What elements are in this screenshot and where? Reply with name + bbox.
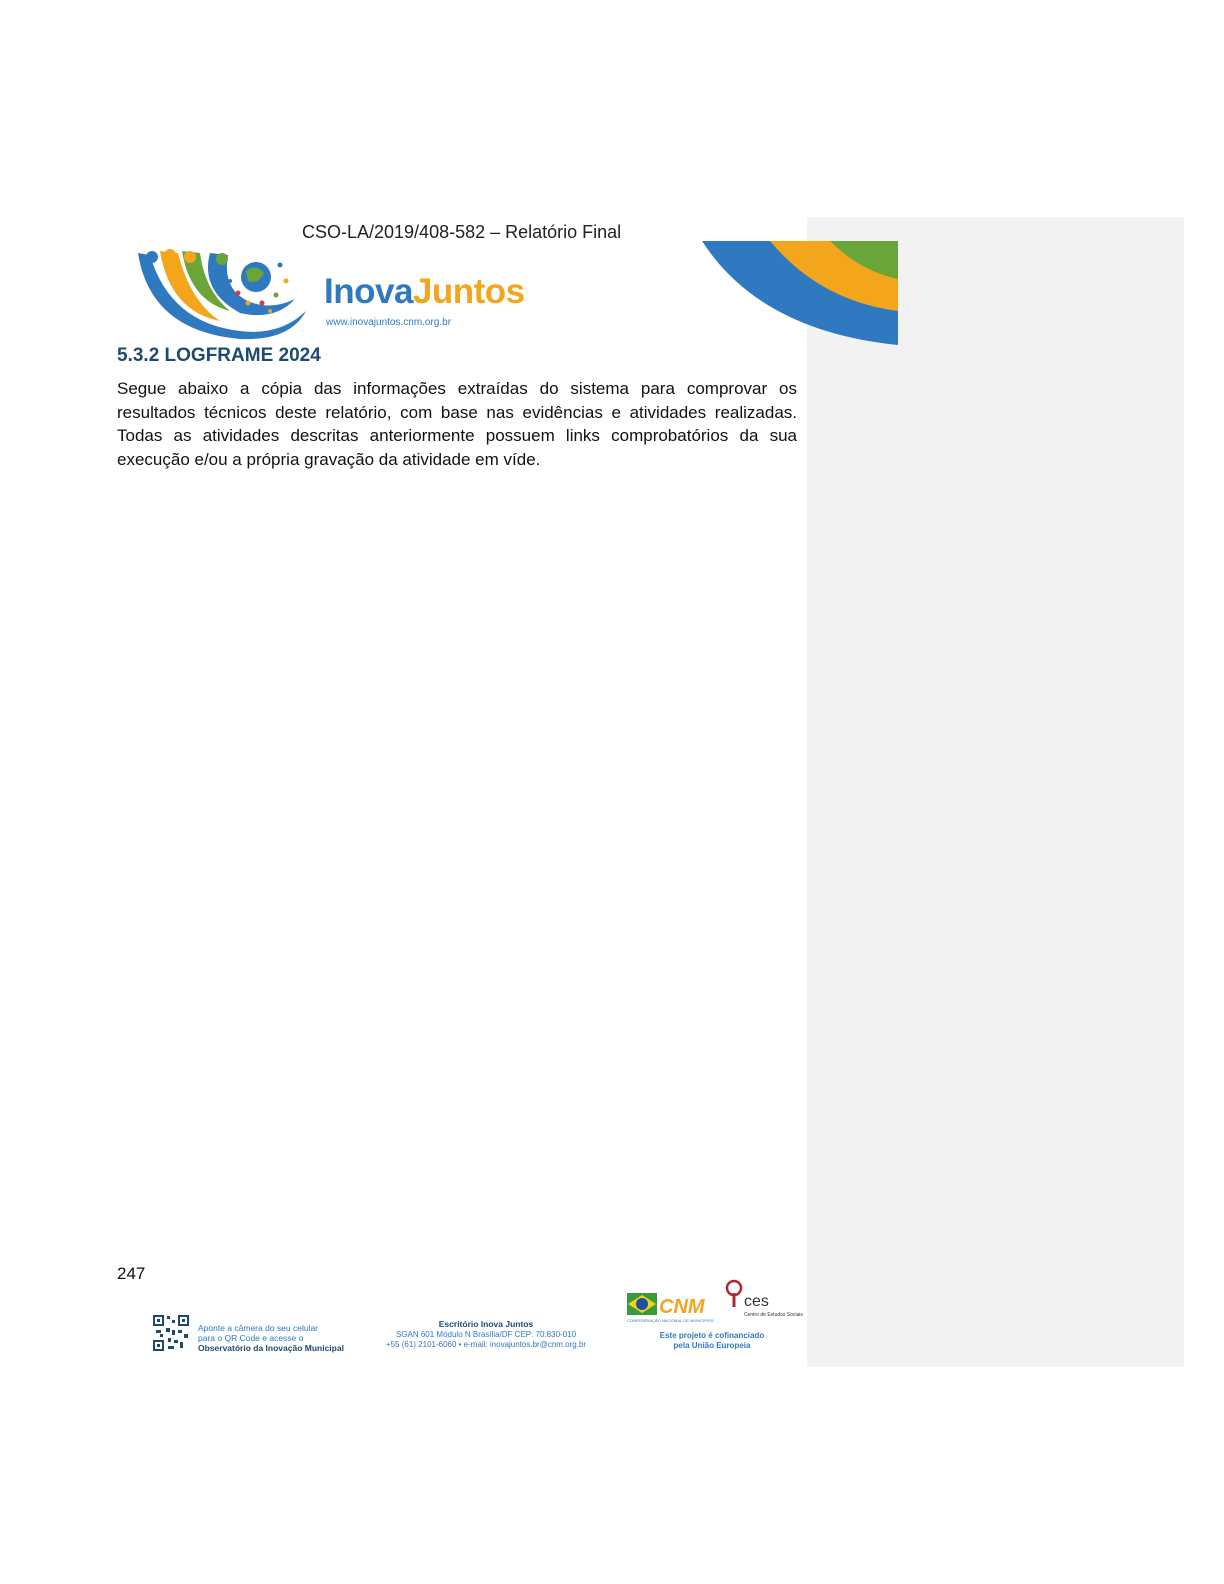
- svg-text:CNM: CNM: [659, 1296, 705, 1318]
- svg-text:ces: ces: [744, 1293, 769, 1310]
- cnm-caption: CONFEDERAÇÃO NACIONAL DE MUNICÍPIOS: [627, 1318, 714, 1323]
- logo-url: www.inovajuntos.cnm.org.br: [326, 317, 452, 328]
- running-header-text: CSO-LA/2019/408-582 – Relatório Final: [302, 222, 622, 241]
- inovajuntos-logo-text: [324, 272, 525, 312]
- page-number: 247: [117, 1264, 146, 1283]
- section-title: 5.3.2 LOGFRAME 2024: [117, 345, 321, 366]
- qr-code-icon: [152, 1314, 190, 1352]
- svg-text:Centro de Estudos Sociais: Centro de Estudos Sociais: [744, 1312, 803, 1318]
- logo-juntos: Juntos: [412, 272, 525, 311]
- inovajuntos-emblem: [138, 249, 306, 339]
- header-swoosh: [702, 241, 898, 345]
- office-contact: Escritório Inova Juntos SGAN 601 Módulo N Brasília/DF CEP: 70.830-010 +55 (61) 2101-6060 • e-mail: inovajuntos.br@cnm.org.br: [385, 1319, 587, 1349]
- running-header: [0, 217, 807, 241]
- section-paragraph: Segue abaixo a cópia das informações extraídas do sistema para comprovar os resultados técnicos deste relatório, com base nas evidências e atividades realizadas. Todas as atividades descritas anteriormente possuem links comprobatórios da sua execução e/ou a própria gravação da atividade em víde.: [117, 379, 797, 469]
- ces-logo: [724, 1278, 804, 1326]
- logo-inova: Inova: [324, 272, 413, 311]
- comment-pane: [807, 217, 1184, 1367]
- eu-cofinancing-note: Este projeto é cofinanciado pela União Europeia: [659, 1331, 765, 1350]
- qr-instructions: Aponte a câmera do seu celular para o QR Code e acesse o Observatório da Inovação Municipal: [198, 1323, 344, 1353]
